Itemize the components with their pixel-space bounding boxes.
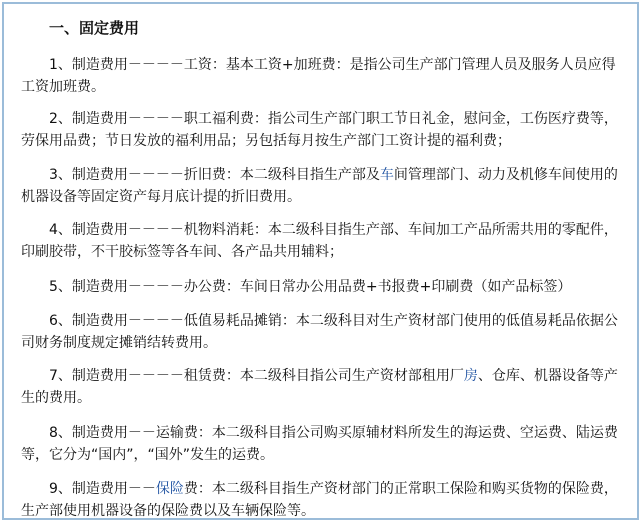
list-item-3	[21, 164, 621, 208]
list-item-9	[21, 478, 621, 520]
item-9-text-b: 费：本二级科目指生产资材部门的正常职工保险和购买货物的保险费，	[183, 481, 618, 497]
item-3-line-1	[21, 164, 621, 186]
item-7-text-b: 、仓库、机器设备等产	[477, 368, 618, 384]
list-item-6	[21, 310, 621, 354]
item-8-line-2: 等，它分为“国内”，“国外”发生的运费。	[21, 447, 275, 463]
item-5-line-1: 5、制造费用－－－－办公费：车间日常办公用品费+书报费+印刷费（如产品标签）	[49, 279, 572, 295]
item-9-line-1	[21, 478, 621, 500]
item-4-line-2: 印刷胶带，不干胶标签等各车间、各产品共用辅料；	[21, 244, 343, 260]
item-7-text-a: 7、制造费用－－－－租赁费：本二级科目指公司生产资材部租用厂	[49, 368, 464, 384]
item-9-text-a: 9、制造费用－－	[49, 481, 156, 497]
item-9-link-insurance[interactable]: 保险	[155, 481, 184, 497]
item-1-line-2: 工资加班费。	[21, 79, 105, 95]
item-7-line-1	[21, 365, 621, 387]
item-6-line-2: 司财务制度规定摊销结转费用。	[21, 335, 217, 351]
item-3-link-workshop[interactable]: 车	[379, 167, 394, 183]
list-item-2	[21, 108, 621, 152]
list-item-8	[21, 422, 621, 466]
list-item-7	[21, 365, 621, 409]
item-2-line-1: 2、制造费用－－－－职工福利费：指公司生产部门职工节日礼金，慰问金，工伤医疗费等，	[49, 111, 618, 127]
item-8-line-1: 8、制造费用－－运输费：本二级科目指公司购买原辅材料所发生的海运费、空运费、陆运费	[49, 425, 618, 441]
item-3-line-2: 机器设备等固定资产每月底计提的折旧费用。	[21, 189, 301, 205]
item-4-line-1: 4、制造费用－－－－机物料消耗：本二级科目指生产部、车间加工产品所需共用的零配件，	[49, 222, 618, 238]
item-7-link-factory[interactable]: 房	[463, 368, 478, 384]
item-9-line-2: 生产部使用机器设备的保险费以及车辆保险等。	[21, 503, 315, 519]
section-heading: 一、固定费用	[49, 19, 140, 37]
list-item-4	[21, 219, 621, 263]
list-item-1	[21, 54, 621, 98]
item-7-line-2: 生的费用。	[21, 390, 91, 406]
item-3-text-b: 间管理部门、动力及机修车间使用的	[393, 167, 618, 183]
item-2-line-2: 劳保用品费；节日发放的福利用品；另包括每月按生产部门工资计提的福利费；	[21, 133, 511, 149]
item-1-line-1: 1、制造费用－－－－工资：基本工资+加班费：是指公司生产部门管理人员及服务人员应得	[49, 57, 616, 73]
list-item-5	[21, 276, 621, 298]
item-6-line-1: 6、制造费用－－－－低值易耗品摊销：本二级科目对生产资材部门使用的低值易耗品依据公	[49, 313, 618, 329]
item-3-text-a: 3、制造费用－－－－折旧费：本二级科目指生产部及	[49, 167, 380, 183]
document-frame	[2, 2, 639, 520]
